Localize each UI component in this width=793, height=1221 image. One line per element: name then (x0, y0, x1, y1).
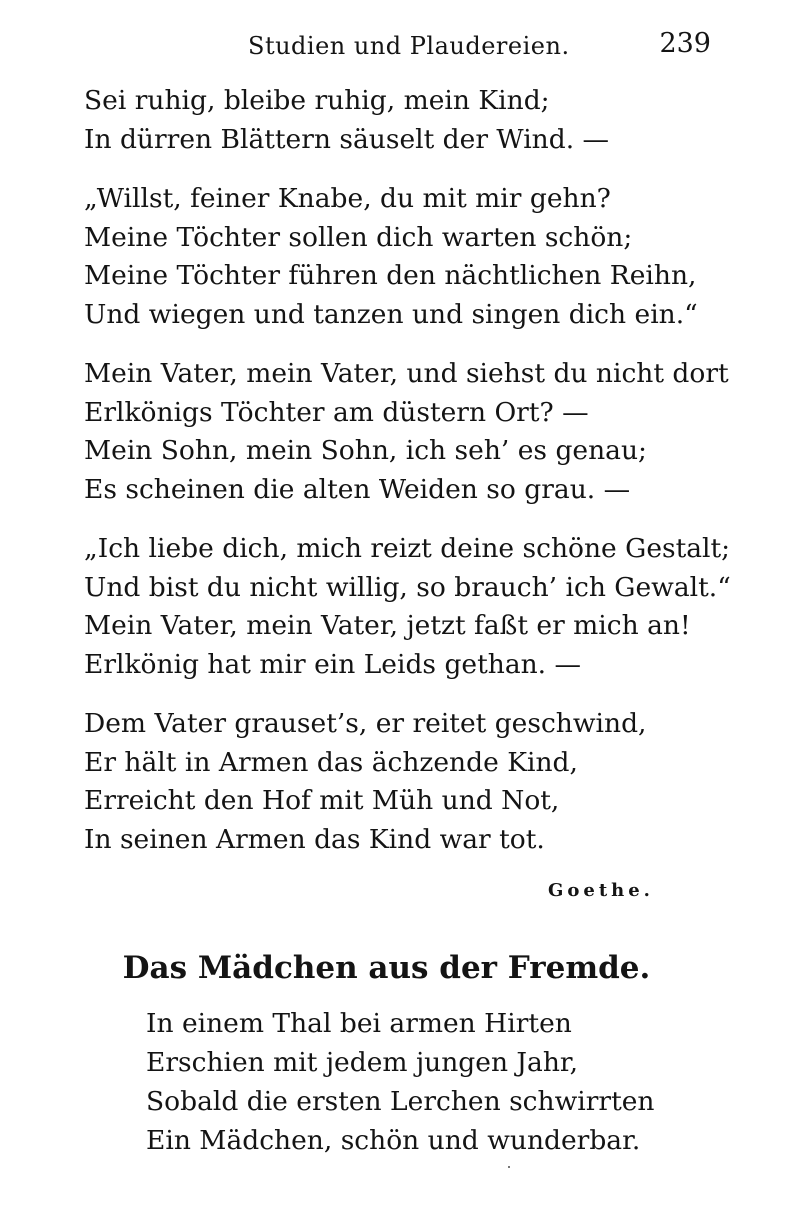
page-header (0, 28, 793, 68)
verse-line: Erlkönig hat mir ein Leids gethan. — (84, 648, 582, 680)
verse-line: „Ich liebe dich, mich reizt deine schöne Gestalt; (84, 533, 731, 564)
verse-line: Und wiegen und tanzen und singen dich ein.“ (84, 298, 698, 330)
stanza (84, 530, 731, 684)
verse-line: Mein Vater, mein Vater, jetzt faßt er mich an! (84, 610, 691, 641)
verse-line: Mein Sohn, mein Sohn, ich seh’ es genau; (84, 435, 647, 466)
verse-line: Ein Mädchen, schön und wunderbar. (146, 1125, 641, 1156)
stanza (84, 705, 724, 859)
print-speck (508, 1166, 510, 1168)
verse-line: In einem Thal bei armen Hirten (146, 1008, 572, 1039)
verse-line: Dem Vater grauset’s, er reitet geschwind, (84, 708, 647, 739)
verse-line: Er hält in Armen das ächzende Kind, (84, 746, 578, 778)
verse-line: Mein Vater, mein Vater, und siehst du nicht dort (84, 358, 729, 389)
verse-line: In seinen Armen das Kind war tot. (84, 823, 545, 855)
page-number: 239 (659, 28, 711, 59)
verse-line: Meine Töchter sollen dich warten schön; (84, 221, 633, 253)
poem-erlkoenig (84, 82, 731, 880)
stanza (84, 180, 724, 334)
stanza (84, 82, 724, 159)
verse-line: In dürren Blättern säuselt der Wind. — (84, 123, 610, 155)
poem-author: Goethe. (548, 880, 654, 901)
verse-line: Sei ruhig, bleibe ruhig, mein Kind; (84, 85, 550, 116)
verse-line: „Willst, feiner Knabe, du mit mir gehn? (84, 183, 611, 214)
verse-line: Es scheinen die alten Weiden so grau. — (84, 473, 631, 505)
verse-line: Erschien mit jedem jungen Jahr, (146, 1047, 579, 1078)
stanza (84, 355, 729, 509)
verse-line: Und bist du nicht willig, so brauch’ ich Gewalt.“ (84, 571, 731, 603)
verse-line: Meine Töchter führen den nächtlichen Reihn, (84, 260, 697, 291)
verse-line: Sobald die ersten Lerchen schwirrten (146, 1086, 655, 1117)
verse-line: Erreicht den Hof mit Müh und Not, (84, 785, 560, 816)
running-head: Studien und Plaudereien. (248, 32, 570, 60)
poem-maedchen-aus-der-fremde (146, 1004, 746, 1160)
verse-line: Erlkönigs Töchter am düstern Ort? — (84, 396, 589, 428)
poem-title: Das Mädchen aus der Fremde. (122, 950, 651, 986)
